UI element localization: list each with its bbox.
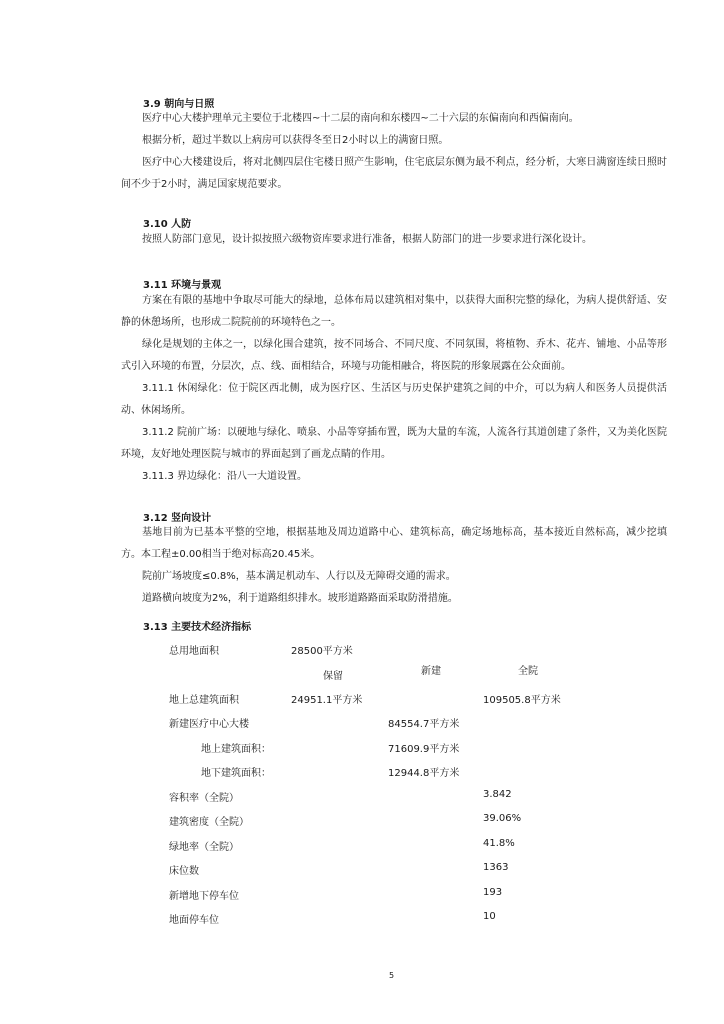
site-area-label: 总用地面积 <box>169 646 219 657</box>
col-header-keep: 保留 <box>323 671 343 682</box>
row-label: 地面停车位 <box>169 915 219 926</box>
row-all: 193 <box>483 887 503 898</box>
para-3-11-3: 3.11.1 休闲绿化：位于院区西北侧，成为医疗区、生活区与历史保护建筑之间的中介，可以为病人和医务人员提供活动、休闲场所。 <box>121 383 667 416</box>
row-label: 新建医疗中心大楼 <box>169 719 249 730</box>
para-3-11-5: 3.11.3 界边绿化：沿八一大道设置。 <box>142 471 307 482</box>
row-new: 71609.9平方米 <box>388 744 460 755</box>
row-all: 3.842 <box>483 789 512 800</box>
para-3-9-2: 根据分析，超过半数以上病房可以获得冬至日2小时以上的满窗日照。 <box>142 135 449 146</box>
heading-3-11: 3.11 环境与景观 <box>143 280 222 291</box>
para-3-9-3: 医疗中心大楼建设后，将对北侧四层住宅楼日照产生影响，住宅底层东侧为最不利点，经分析，大寒日满窗连续日照时间不少于2小时，满足国家规范要求。 <box>121 157 667 190</box>
para-3-12-2: 院前广场坡度≤0.8%，基本满足机动车、人行以及无障碍交通的需求。 <box>142 571 456 582</box>
para-3-11-4: 3.11.2 院前广场：以硬地与绿化、喷泉、小品等穿插布置，既为大量的车流，人流各行其道创建了条件，又为美化医院环境，友好地处理医院与城市的界面起到了画龙点睛的作用。 <box>121 427 667 460</box>
site-area-value: 28500平方米 <box>291 646 353 657</box>
row-all: 41.8% <box>483 838 515 849</box>
row-label: 绿地率（全院） <box>169 842 239 853</box>
col-header-new: 新建 <box>421 666 441 677</box>
row-all: 39.06% <box>483 813 522 824</box>
row-label: 地上总建筑面积 <box>169 695 239 706</box>
row-all: 109505.8平方米 <box>483 695 561 706</box>
row-all: 10 <box>483 911 496 922</box>
row-new: 12944.8平方米 <box>388 768 460 779</box>
page-number: 5 <box>389 971 395 980</box>
col-header-all: 全院 <box>518 666 538 677</box>
heading-3-10: 3.10 人防 <box>143 219 192 230</box>
para-3-10-1: 按照人防部门意见，设计拟按照六级物资库要求进行准备，根据人防部门的进一步要求进行深化设计。 <box>142 234 592 245</box>
heading-3-13: 3.13 主要技术经济指标 <box>143 622 252 633</box>
para-3-12-3: 道路横向坡度为2%，利于道路组织排水。坡形道路路面采取防滑措施。 <box>142 593 458 604</box>
row-label: 地下建筑面积： <box>201 768 271 779</box>
row-label: 床位数 <box>169 866 199 877</box>
row-label: 地上建筑面积： <box>201 744 271 755</box>
para-3-11-2: 绿化是规划的主体之一，以绿化围合建筑，按不同场合、不同尺度、不同氛围，将植物、乔木、花卉、铺地、小品等形式引入环境的布置，分层次，点、线、面相结合，环境与功能相融合，将医院的形象展露在公众面前。 <box>121 339 667 372</box>
row-label: 新增地下停车位 <box>169 891 239 902</box>
row-keep: 24951.1平方米 <box>291 695 363 706</box>
row-label: 容积率（全院） <box>169 793 239 804</box>
row-new: 84554.7平方米 <box>388 719 460 730</box>
heading-3-9: 3.9 朝向与日照 <box>143 99 215 110</box>
row-all: 1363 <box>483 862 509 873</box>
row-label: 建筑密度（全院） <box>169 817 249 828</box>
para-3-9-1: 医疗中心大楼护理单元主要位于北楼四~十二层的南向和东楼四~二十六层的东偏南向和西偏南向。 <box>142 113 579 124</box>
heading-3-12: 3.12 竖向设计 <box>143 513 212 524</box>
para-3-11-1: 方案在有限的基地中争取尽可能大的绿地，总体布局以建筑相对集中，以获得大面积完整的绿化，为病人提供舒适、安静的休憩场所，也形成二院院前的环境特色之一。 <box>121 295 667 328</box>
para-3-12-1: 基地目前为已基本平整的空地，根据基地及周边道路中心、建筑标高，确定场地标高，基本接近自然标高，减少挖填方。本工程±0.00相当于绝对标高20.45米。 <box>121 527 667 560</box>
